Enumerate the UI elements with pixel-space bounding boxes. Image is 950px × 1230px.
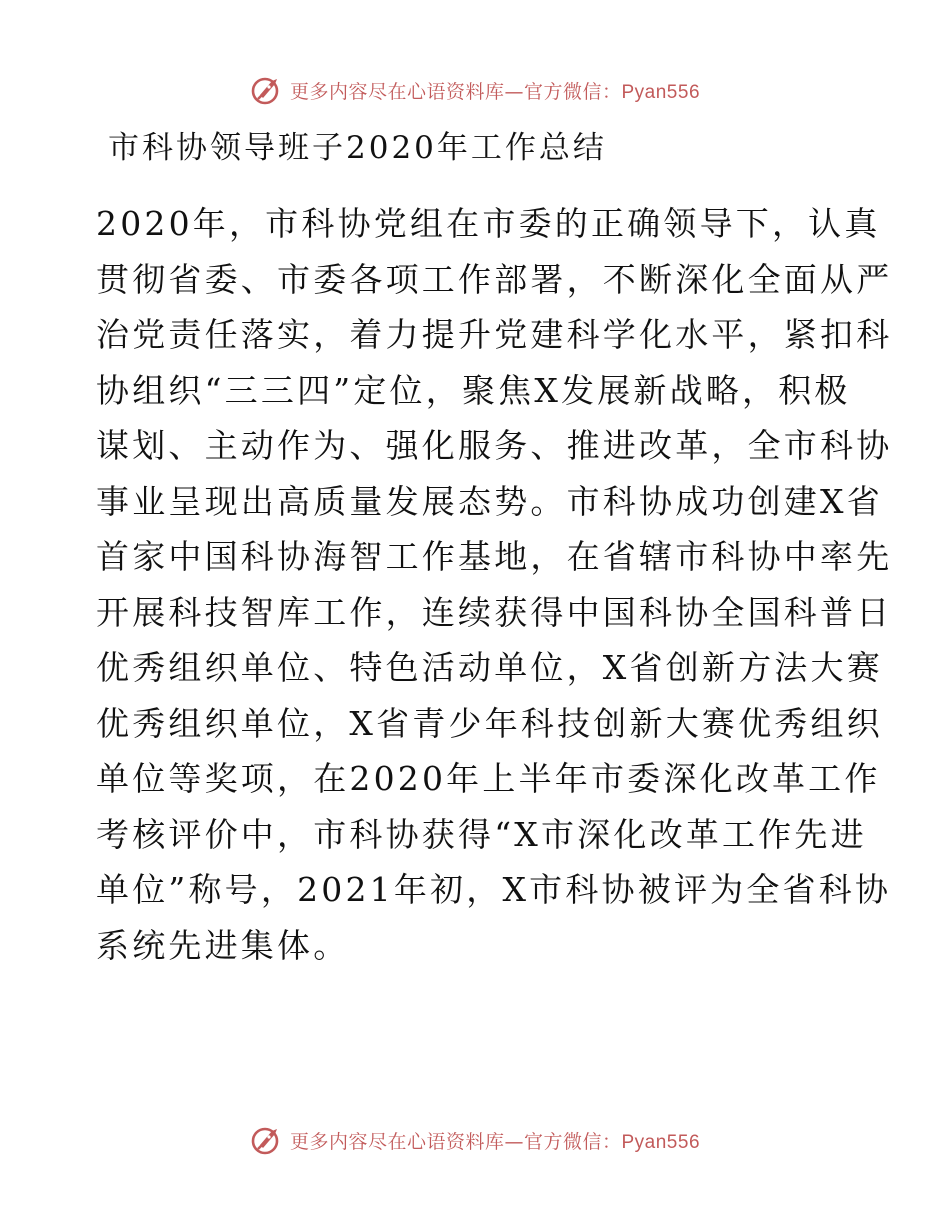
watermark-label: 官方微信： [523,80,622,103]
header-watermark [0,70,950,110]
body-line: 首家中国科协海智工作基地，在省辖市科协中率先 [96,537,893,576]
body-line: 系统先进集体。 [96,925,350,965]
pen-nib-logo-icon [250,1123,284,1157]
body-line: 协组织“三三四”定位，聚焦X发展新战略，积极 [96,370,851,410]
body-line: 2020年，市科协党组在市委的正确领导下，认真 [96,204,881,243]
watermark-separator: — [504,80,524,103]
pen-nib-logo-icon [250,73,284,107]
body-line: 谋划、主动作为、强化服务、推进改革，全市科协 [96,426,893,465]
watermark-slogan: 更多内容尽在心语资料库 [289,1130,505,1153]
body-line: 优秀组织单位、特色活动单位，X省创新方法大赛 [96,648,883,687]
watermark-label: 官方微信： [523,1130,622,1153]
body-line: 贯彻省委、市委各项工作部署，不断深化全面从严 [96,259,893,299]
watermark-wechat-id: Pyan556 [621,81,701,103]
watermark-separator: — [504,1130,524,1153]
header-watermark-text [290,77,700,104]
body-line: 治党责任落实，着力提升党建科学化水平，紧扣科 [96,315,893,354]
footer-watermark [0,1120,950,1160]
document-title: 市科协领导班子2020年工作总结 [108,130,607,166]
header-watermark-inner [250,73,700,107]
watermark-slogan: 更多内容尽在心语资料库 [289,80,505,103]
footer-watermark-text [290,1127,700,1154]
body-line: 单位等奖项，在2020年上半年市委深化改革工作 [96,759,881,798]
watermark-wechat-id: Pyan556 [621,1131,701,1153]
body-line: 考核评价中，市科协获得“X市深化改革工作先进 [96,814,867,854]
body-line: 单位”称号，2021年初，X市科协被评为全省科协 [96,870,892,909]
document-body [96,196,893,973]
body-line: 事业呈现出高质量发展态势。市科协成功创建X省 [96,481,883,521]
body-line: 开展科技智库工作，连续获得中国科协全国科普日 [96,592,893,632]
body-line: 优秀组织单位，X省青少年科技创新大赛优秀组织 [96,703,883,743]
footer-watermark-inner [250,1123,700,1157]
